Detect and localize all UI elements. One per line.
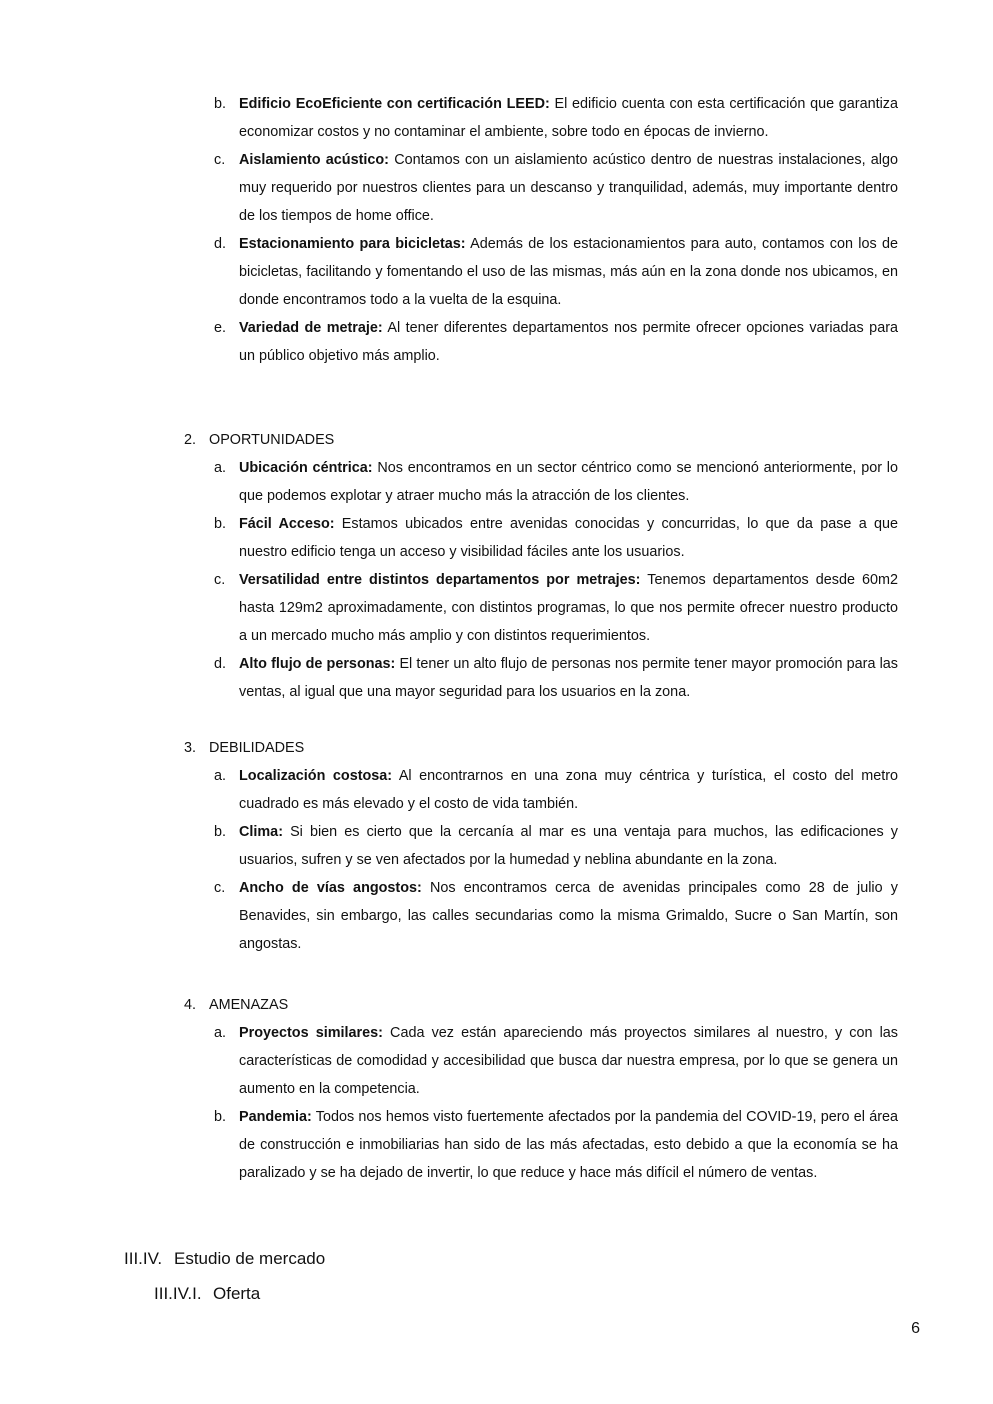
list-item-proyectos <box>214 1019 898 1103</box>
subsection-number: III.IV.I. <box>154 1284 202 1303</box>
heading-number: 4. <box>184 997 197 1013</box>
list-marker: b. <box>214 824 227 840</box>
list-marker: d. <box>214 656 227 672</box>
list-marker: e. <box>214 320 227 336</box>
heading-debilidades <box>184 734 304 762</box>
item-title: Versatilidad entre distintos departamentos por metrajes: <box>239 572 641 588</box>
heading-text: DEBILIDADES <box>209 740 305 756</box>
item-title: Clima: <box>239 824 283 840</box>
list-item-pandemia <box>214 1103 898 1187</box>
item-text: Tenemos departamentos desde 60m2 hasta 129m2 aproximadamente, con distintos programas, lo que nos permite ofrecer nuestro producto a un mercado mucho más amplio y con distintos requerimientos. <box>239 572 898 644</box>
heading-text: AMENAZAS <box>209 997 289 1013</box>
heading-number: 3. <box>184 740 197 756</box>
list-marker: a. <box>214 1025 227 1041</box>
item-text: El tener un alto flujo de personas nos permite tener mayor promoción para las ventas, al igual que una mayor seguridad para los usuarios en la zona. <box>239 656 898 700</box>
list-item-aislamiento <box>214 146 898 230</box>
list-item-bicicletas <box>214 230 898 314</box>
list-item-leed <box>214 90 898 146</box>
list-item-clima <box>214 818 898 874</box>
list-marker: c. <box>214 152 226 168</box>
list-marker: a. <box>214 460 227 476</box>
heading-number: 2. <box>184 432 197 448</box>
subsection-heading <box>154 1280 260 1308</box>
item-text: Cada vez están apareciendo más proyectos similares al nuestro, y con las características de comodidad y accesibilidad que busca dar nuestra empresa, por lo que se genera un aumento en la competencia. <box>239 1025 899 1097</box>
item-text: Estamos ubicados entre avenidas conocidas y concurridas, lo que da pase a que nuestro edificio tenga un acceso y visibilidad fáciles ante los usuarios. <box>239 516 898 560</box>
list-item-acceso <box>214 510 898 566</box>
page-number: 6 <box>911 1320 920 1337</box>
item-text: Nos encontramos cerca de avenidas principales como 28 de julio y Benavides, sin embargo, las calles secundarias como la misma Grimaldo, Sucre o San Martín, son angostas. <box>239 880 898 952</box>
list-marker: d. <box>214 236 227 252</box>
list-marker: a. <box>214 768 227 784</box>
item-title: Estacionamiento para bicicletas: <box>239 236 466 252</box>
list-item-localizacion <box>214 762 898 818</box>
list-marker: c. <box>214 880 226 896</box>
item-title: Localización costosa: <box>239 768 393 784</box>
item-text: Al encontrarnos en una zona muy céntrica y turística, el costo del metro cuadrado es más elevado y el costo de vida también. <box>239 768 899 812</box>
list-item-ubicacion <box>214 454 898 510</box>
item-title: Aislamiento acústico: <box>239 152 389 168</box>
item-title: Proyectos similares: <box>239 1025 383 1041</box>
heading-oportunidades <box>184 426 334 454</box>
item-title: Edificio EcoEficiente con certificación LEED: <box>239 96 550 112</box>
subsection-title: Oferta <box>213 1284 261 1303</box>
list-item-versatilidad <box>214 566 898 650</box>
heading-text: OPORTUNIDADES <box>209 432 335 448</box>
section-heading <box>124 1245 325 1273</box>
list-item-flujo <box>214 650 898 706</box>
item-text: Además de los estacionamientos para auto, contamos con los de bicicletas, facilitando y fomentando el uso de las mismas, más aún en la zona donde nos ubicamos, en donde encontramos todo a la vuelta de la esquina. <box>239 236 898 308</box>
item-title: Variedad de metraje: <box>239 320 383 336</box>
list-marker: c. <box>214 572 226 588</box>
list-marker: b. <box>214 1109 227 1125</box>
item-text: Contamos con un aislamiento acústico dentro de nuestras instalaciones, algo muy requerido por nuestros clientes para un descanso y tranquilidad, además, muy importante dentro de los tiempos de home office. <box>239 152 898 224</box>
item-text: Al tener diferentes departamentos nos permite ofrecer opciones variadas para un público objetivo más amplio. <box>239 320 898 364</box>
item-title: Ubicación céntrica: <box>239 460 373 476</box>
item-text: Todos nos hemos visto fuertemente afectados por la pandemia del COVID-19, pero el área de construcción e inmobiliarias han sido de las más afectadas, esto debido a que la economía se ha paralizado y se ha dejado de invertir, lo que reduce y hace más difícil el número de ventas. <box>239 1109 898 1181</box>
item-title: Fácil Acceso: <box>239 516 335 532</box>
heading-amenazas <box>184 991 288 1019</box>
section-number: III.IV. <box>124 1249 163 1268</box>
list-marker: b. <box>214 96 227 112</box>
item-title: Alto flujo de personas: <box>239 656 396 672</box>
item-title: Ancho de vías angostos: <box>239 880 422 896</box>
item-text: Nos encontramos en un sector céntrico como se mencionó anteriormente, por lo que podemos explotar y atraer mucho más la atracción de los clientes. <box>239 460 899 504</box>
list-marker: b. <box>214 516 227 532</box>
list-item-vias <box>214 874 898 958</box>
item-title: Pandemia: <box>239 1109 312 1125</box>
section-title: Estudio de mercado <box>174 1249 326 1268</box>
list-item-metraje <box>214 314 898 370</box>
item-text: El edificio cuenta con esta certificación que garantiza economizar costos y no contaminar el ambiente, sobre todo en épocas de invierno. <box>239 96 899 140</box>
item-text: Si bien es cierto que la cercanía al mar es una ventaja para muchos, las edificaciones y usuarios, sufren y se ven afectados por la humedad y neblina abundante en la zona. <box>239 824 898 868</box>
